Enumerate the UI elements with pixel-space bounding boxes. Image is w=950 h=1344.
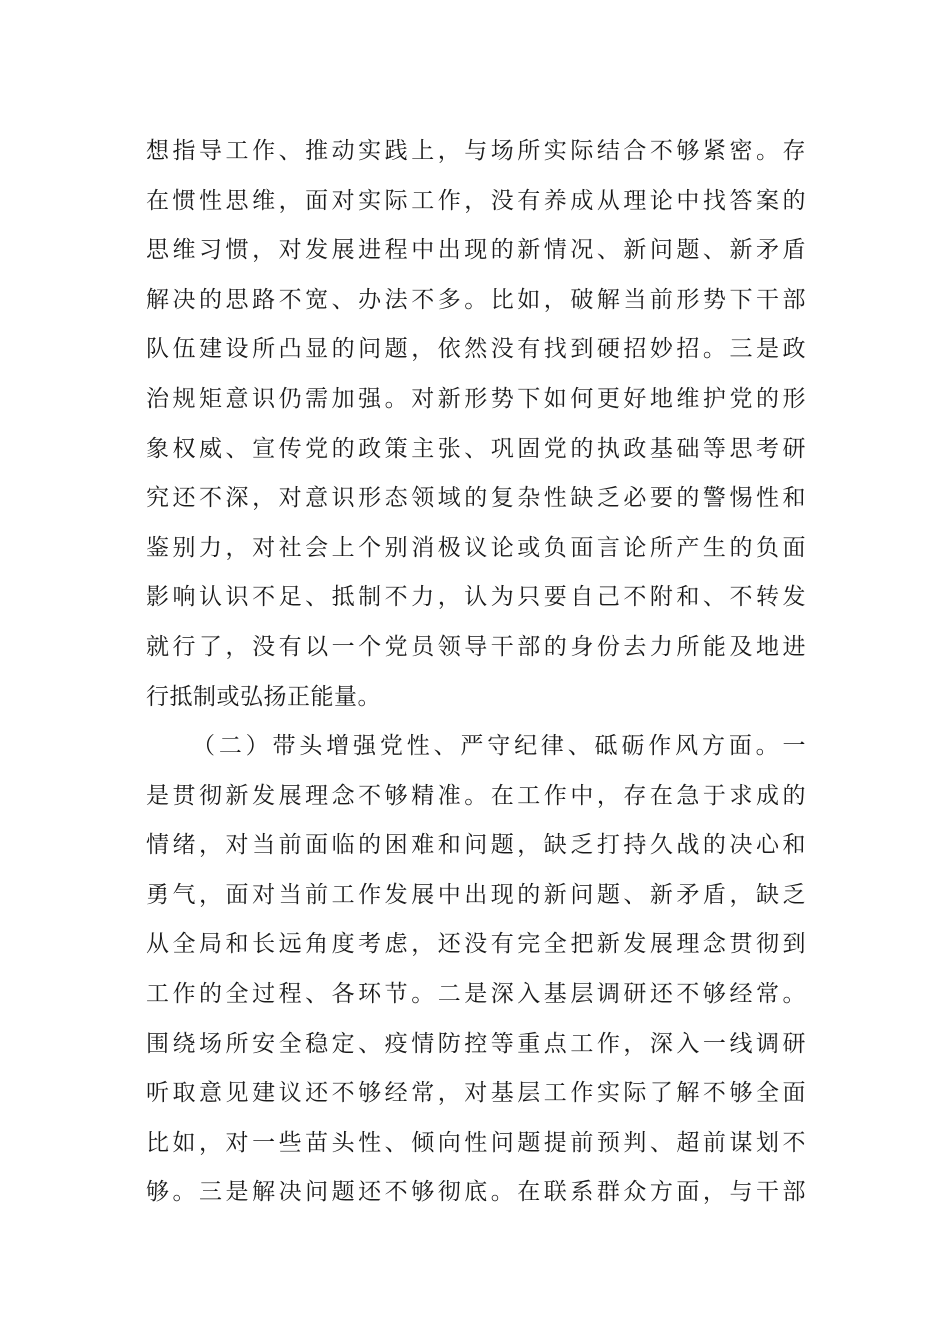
paragraph-1-line: 影响认识不足、抵制不力，认为只要自己不附和、不转发 bbox=[146, 584, 806, 611]
paragraph-1-line: 解决的思路不宽、办法不多。比如，破解当前形势下干部 bbox=[146, 286, 806, 313]
paragraph-2-line: 工作的全过程、各环节。二是深入基层调研还不够经常。 bbox=[146, 980, 806, 1007]
paragraph-1-line: 行抵制或弘扬正能量。 bbox=[146, 683, 381, 710]
paragraph-1-line: 治规矩意识仍需加强。对新形势下如何更好地维护党的形 bbox=[146, 385, 806, 412]
paragraph-1-line: 队伍建设所凸显的问题，依然没有找到硬招妙招。三是政 bbox=[146, 336, 806, 363]
paragraph-2-line: 围绕场所安全稳定、疫情防控等重点工作，深入一线调研 bbox=[146, 1030, 806, 1057]
paragraph-2-line: 够。三是解决问题还不够彻底。在联系群众方面，与干部 bbox=[146, 1179, 806, 1206]
paragraph-1-line: 在惯性思维，面对实际工作，没有养成从理论中找答案的 bbox=[146, 187, 806, 214]
paragraph-1-line: 思维习惯，对发展进程中出现的新情况、新问题、新矛盾 bbox=[146, 237, 806, 264]
paragraph-2-line: 从全局和长远角度考虑，还没有完全把新发展理念贯彻到 bbox=[146, 931, 806, 958]
paragraph-2-line: 比如，对一些苗头性、倾向性问题提前预判、超前谋划不 bbox=[146, 1129, 806, 1156]
paragraph-2-line: 是贯彻新发展理念不够精准。在工作中，存在急于求成的 bbox=[146, 782, 806, 809]
paragraph-1-line: 究还不深，对意识形态领域的复杂性缺乏必要的警惕性和 bbox=[146, 485, 806, 512]
paragraph-1-line: 就行了，没有以一个党员领导干部的身份去力所能及地进 bbox=[146, 633, 806, 660]
paragraph-1-line: 想指导工作、推动实践上，与场所实际结合不够紧密。存 bbox=[146, 138, 806, 164]
paragraph-2-heading-line: （二）带头增强党性、严守纪律、砥砺作风方面。一 bbox=[192, 733, 806, 759]
paragraph-2-line: 情绪，对当前面临的困难和问题，缺乏打持久战的决心和 bbox=[146, 832, 806, 859]
paragraph-1-line: 鉴别力，对社会上个别消极议论或负面言论所产生的负面 bbox=[146, 534, 806, 561]
paragraph-1-line: 象权威、宣传党的政策主张、巩固党的执政基础等思考研 bbox=[146, 435, 806, 462]
paragraph-2 bbox=[146, 722, 806, 1218]
paragraph-2-line: 听取意见建议还不够经常，对基层工作实际了解不够全面 bbox=[146, 1080, 806, 1107]
paragraph-2-line: 勇气，面对当前工作发展中出现的新问题、新矛盾，缺乏 bbox=[146, 881, 806, 908]
paragraph-1 bbox=[146, 127, 806, 722]
